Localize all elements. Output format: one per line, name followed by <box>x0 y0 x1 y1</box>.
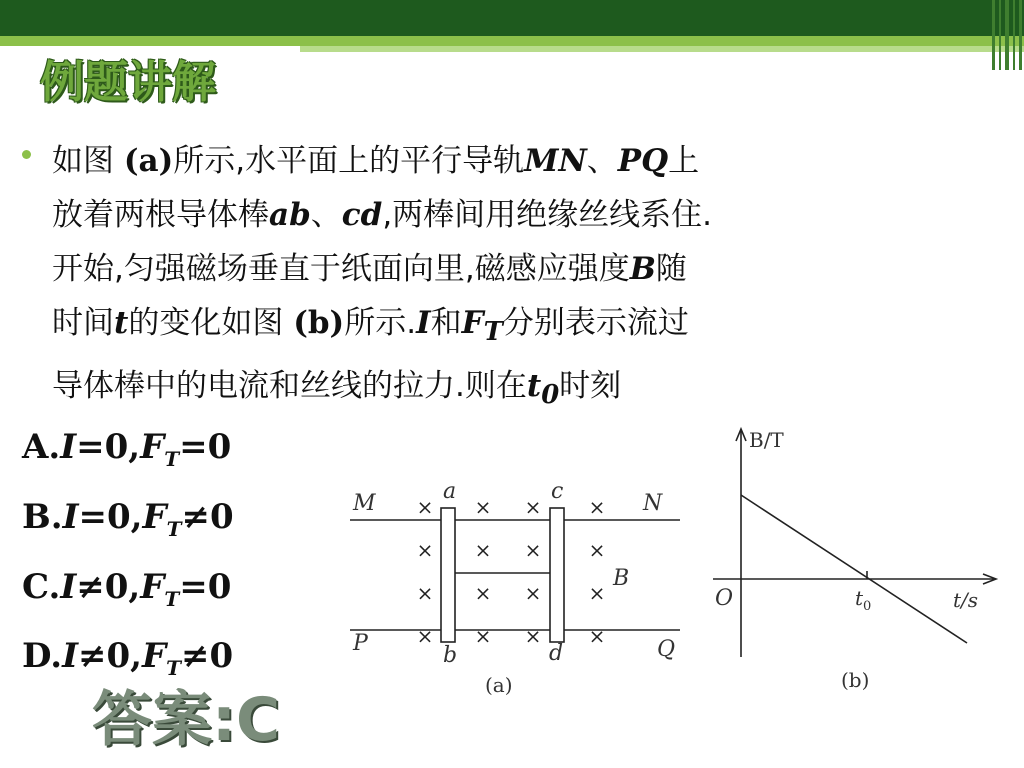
header-stripe-light <box>300 46 1024 52</box>
field-cross-mark: × <box>524 495 542 519</box>
field-cross-mark: × <box>474 538 492 562</box>
field-cross-mark: × <box>416 624 434 648</box>
field-cross-mark: × <box>416 581 434 605</box>
label-c: c <box>551 479 564 504</box>
origin-label: O <box>715 586 734 611</box>
figure-b-graph <box>705 425 1005 695</box>
header-stripe <box>0 36 1024 46</box>
label-n: N <box>643 491 663 516</box>
question-text <box>22 134 1012 422</box>
rod-ab <box>441 508 455 642</box>
question-line-2: 放着两根导体棒ab、cd,两棒间用绝缘丝线系住. <box>52 197 713 233</box>
header-band <box>0 0 1024 36</box>
header-decoration <box>990 0 1024 70</box>
option-a[interactable]: $A.I=0,F_T=0$ <box>22 427 232 471</box>
option-b[interactable]: $B.I=0,F_T\ne 0$ <box>22 496 234 541</box>
field-cross-mark: × <box>474 495 492 519</box>
field-cross-mark: × <box>588 538 606 562</box>
field-cross-mark: × <box>474 581 492 605</box>
field-cross-mark: × <box>524 581 542 605</box>
label-d: d <box>549 641 564 666</box>
caption-a: (a) <box>485 673 513 697</box>
b-line <box>741 495 967 643</box>
field-cross-mark: × <box>588 581 606 605</box>
bullet-icon <box>22 150 31 159</box>
label-m: M <box>353 491 376 516</box>
figure-a-rails-diagram <box>345 470 685 700</box>
field-cross-mark: × <box>524 624 542 648</box>
label-b: b <box>443 643 458 668</box>
answer-text: 答案:C <box>92 685 281 755</box>
x-axis-label: t/s <box>953 588 979 612</box>
field-cross-mark: × <box>588 495 606 519</box>
label-a: a <box>443 479 457 504</box>
question-line-1: 如图 (a)所示,水平面上的平行导轨MN、PQ上 <box>52 143 700 179</box>
answer-options <box>22 418 234 697</box>
option-c[interactable]: $C.I\ne 0,F_T=0$ <box>22 566 232 611</box>
field-cross-mark: × <box>524 538 542 562</box>
question-line-5: 导体棒中的电流和丝线的拉力.则在$t_0$时刻 <box>52 368 622 411</box>
label-p: P <box>353 631 368 656</box>
option-d[interactable]: $D.I\ne 0,F_T\ne 0$ <box>22 636 234 681</box>
t0-label: $t_0$ <box>855 586 872 614</box>
y-axis-label: B/T <box>749 428 784 452</box>
field-cross-mark: × <box>416 495 434 519</box>
label-field-b: B <box>613 566 630 591</box>
caption-b: (b) <box>841 668 870 692</box>
page-title: 例题讲解 <box>40 57 216 108</box>
label-q: Q <box>657 637 676 662</box>
field-cross-mark: × <box>588 624 606 648</box>
field-cross-mark: × <box>416 538 434 562</box>
question-line-4: 时间t的变化如图 (b)所示.I和$F_T$分别表示流过 <box>52 305 689 348</box>
field-cross-mark: × <box>474 624 492 648</box>
question-line-3: 开始,匀强磁场垂直于纸面向里,磁感应强度B随 <box>52 251 687 287</box>
rod-cd <box>550 508 564 642</box>
